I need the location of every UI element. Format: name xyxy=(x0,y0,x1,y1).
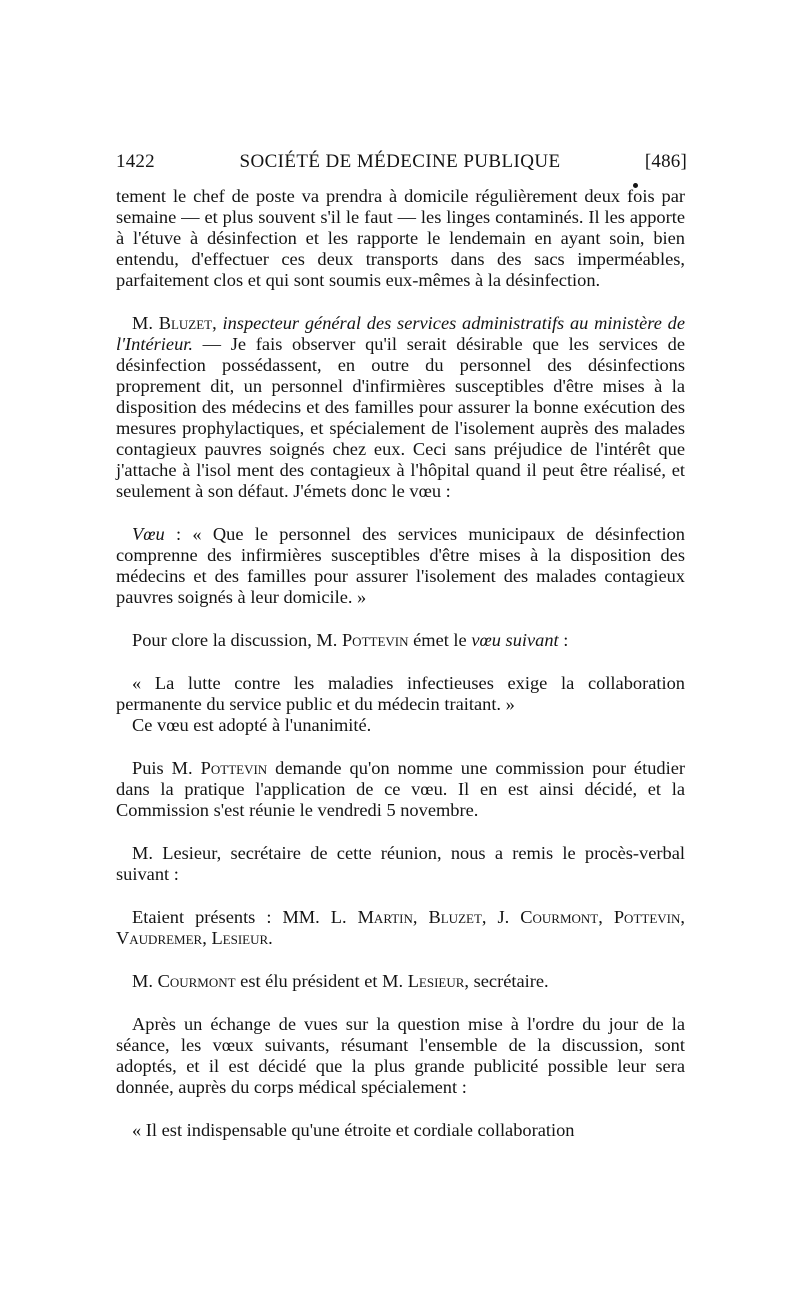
paragraph-presents: Etaient présents : MM. L. Martin, Bluzet, J. Courmont, Pottevin, Vaudremer, Lesieur. xyxy=(116,907,685,948)
page-number: 1422 xyxy=(116,151,155,172)
paragraph-commission: Puis M. Pottevin demande qu'on nomme une commission pour étudier dans la pratique l'application de ce vœu. Il en est ainsi décidé, et la Commission s'est réunie le vendredi 5 novembre. xyxy=(116,758,685,820)
paragraph-pottevin: Pour clore la discussion, M. Pottevin émet le vœu suivant : xyxy=(132,630,569,650)
paragraph-quote: « La lutte contre les maladies infectieuses exige la collaboration permanente du service public et du médecin traitant. » xyxy=(116,673,685,714)
paragraph-elected: M. Courmont est élu président et M. Lesieur, secrétaire. xyxy=(132,971,549,991)
paragraph-final-quote: « Il est indispensable qu'une étroite et cordiale collaboration xyxy=(132,1120,575,1140)
person-name: Pottevin xyxy=(341,630,409,650)
paragraph-adoption: Après un échange de vues sur la question mise à l'ordre du jour de la séance, les vœux suivants, résumant l'ensemble de la discussion, sont adoptés, et il est décidé que la plus grande publicité possible leur sera donnée, auprès du corps médical spécialement : xyxy=(116,1014,685,1097)
paragraph-voeu: Vœu : « Que le personnel des services municipaux de désinfection comprenne des infirmières susceptibles d'être mises à la disposition des médecins et des familles pour assurer l'isolement des malades contagieux pauvres soignés à leur domicile. » xyxy=(116,524,685,607)
speaker-title: inspecteur général des services administratifs au ministère de l'Intérieur. xyxy=(116,313,685,354)
paragraph-1: tement le chef de poste va prendra à domicile régulièrement deux fois par semaine — et plus souvent s'il le faut — les linges contaminés. Il les apporte à l'étuve à désinfection et les rapporte le lendemain en ayant soin, bien entendu, d'effectuer ces deux transports dans des sacs imperméables, parfaitement clos et qui sont soumis eux-mêmes à la désinfection. xyxy=(116,186,685,290)
voeu-label: Vœu xyxy=(132,524,165,544)
paragraph-lesieur: M. Lesieur, secrétaire de cette réunion, nous a remis le procès-verbal suivant : xyxy=(116,843,685,884)
person-name: Pottevin xyxy=(200,758,268,778)
document-body xyxy=(116,186,685,1141)
paragraph-adopted: Ce vœu est adopté à l'unanimité. xyxy=(132,715,372,735)
bracket-page-number: [486] xyxy=(644,151,687,172)
running-title: SOCIÉTÉ DE MÉDECINE PUBLIQUE xyxy=(239,151,561,172)
speaker-name: Bluzet xyxy=(158,313,213,333)
paragraph-bluzet: M. Bluzet, inspecteur général des services administratifs au ministère de l'Intérieur. — Je fais observer qu'il serait désirable que les services de désinfection possédassent, en outre du personnel des désinfections proprement dit, un personnel d'infirmières susceptibles d'être mises à la disposition des médecins et des familles pour assurer la bonne exécution des mesures prophylactiques, et spécialement de l'isolement auprès des malades contagieux pauvres soignés chez eux. Ceci sans préjudice de l'intérêt que j'attache à l'isol ment des contagieux à l'hôpital quand il peut être réalisé, et seulement à son défaut. J'émets donc le vœu : xyxy=(116,313,685,501)
